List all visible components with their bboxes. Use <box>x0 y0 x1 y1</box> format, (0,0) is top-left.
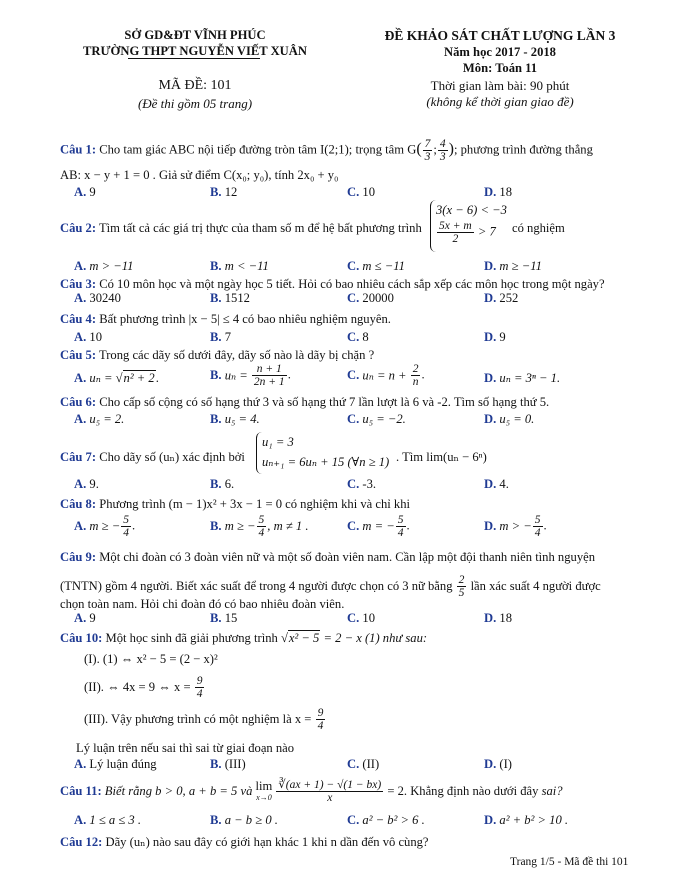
question-7: Câu 7: Cho dãy số (uₙ) xác định bởi <box>60 450 245 464</box>
school-department: SỞ GD&ĐT VĨNH PHÚC <box>124 28 266 42</box>
school-name: TRƯỜNG THPT NGUYỄN VIẾT XUÂN <box>83 44 307 58</box>
duration: Thời gian làm bài: 90 phút <box>430 78 570 93</box>
recurrence-system: u₁ = 3 uₙ₊₁ = 6uₙ + 15 (∀n ≥ 1) <box>256 432 389 474</box>
option-d[interactable]: D. 9 <box>484 330 506 344</box>
option-d[interactable]: D. u₅ = 0. <box>484 412 535 426</box>
question-9: Câu 9: Một chi đoàn có 3 đoàn viên nữ và một số đoàn viên nam. Cần lập một đội thanh niên tình nguyện <box>60 550 596 564</box>
exam-title: ĐỀ KHẢO SÁT CHẤT LƯỢNG LẦN 3 <box>384 28 616 43</box>
question-6: Câu 6: Cho cấp số cộng có số hạng thứ 3 và số hạng thứ 7 lần lượt là 6 và -2. Tìm số hạng thứ 5. <box>60 395 550 409</box>
option-c[interactable]: C. uₙ = n + $\frac{2}{n}$ . <box>347 363 425 388</box>
question-8: Câu 8: Phương trình (m − 1)x² + 3x − 1 = 0 có nghiệm khi và chỉ khi <box>60 497 411 511</box>
option-a[interactable]: A. uₙ = √n² + 2. <box>74 371 159 385</box>
duration-note: (không kể thời gian giao đề) <box>426 94 574 109</box>
option-b[interactable]: B. 12 <box>210 185 238 199</box>
option-b[interactable]: B. 1512 <box>210 291 250 305</box>
option-a[interactable]: A. u₅ = 2. <box>74 412 125 426</box>
option-a[interactable]: A. Lý luận đúng <box>74 757 157 771</box>
option-d[interactable]: D. (I) <box>484 757 512 771</box>
option-a[interactable]: A. 9 <box>74 611 96 625</box>
option-b[interactable]: B. 15 <box>210 611 238 625</box>
option-a[interactable]: A. m ≥ − $\frac{5}{4}$ . <box>74 514 136 539</box>
question-9-line3: chọn toàn nam. Hỏi chi đoàn đó có bao nhiêu đoàn viên. <box>60 597 345 611</box>
option-c[interactable]: C. 8 <box>347 330 369 344</box>
option-c[interactable]: C. m = − $\frac{5}{4}$ . <box>347 514 410 539</box>
solution-step-2: (II). ⇔ 4x = 9 ⇔ x = $\frac{9}{4}$ <box>84 675 203 700</box>
question-1: Câu 1: Cho tam giác ABC nội tiếp đường tròn tâm I(2;1); trọng tâm G( $\frac{7}{3}$ ; $\frac{4}{3}$ ); phương trình đường thẳng <box>60 138 593 163</box>
option-c[interactable]: C. u₅ = −2. <box>347 412 406 426</box>
question-10: Câu 10: Một học sinh đã giải phương trình √x² − 5 = 2 − x (1) như sau: <box>60 631 428 645</box>
option-b[interactable]: B. m ≥ − $\frac{5}{4}$ , m ≠ 1 . <box>210 514 309 539</box>
question-2-tail: có nghiệm <box>512 221 565 235</box>
header-divider <box>128 58 260 59</box>
question-9-line2: (TNTN) gồm 4 người. Biết xác suất để trong 4 người được chọn có 3 nữ bằng $\frac{2}{5}$ lần xác suất 4 người được <box>60 574 601 599</box>
option-d[interactable]: D. m > − $\frac{5}{4}$ . <box>484 514 547 539</box>
option-a[interactable]: A. 30240 <box>74 291 121 305</box>
option-a[interactable]: A. 9 <box>74 185 96 199</box>
option-d[interactable]: D. 252 <box>484 291 519 305</box>
option-c[interactable]: C. 10 <box>347 185 375 199</box>
exam-code: MÃ ĐỀ: 101 <box>158 78 232 93</box>
option-b[interactable]: B. uₙ = $\frac{n + 1}{2n + 1}$ . <box>210 363 291 388</box>
option-d[interactable]: D. uₙ = 3ⁿ − 1. <box>484 371 561 385</box>
page-footer: Trang 1/5 - Mã đề thi 101 <box>510 856 629 868</box>
question-1-line2: AB: x − y + 1 = 0 . Giả sử điểm C(x₀; y₀), tính 2x₀ + y₀ <box>60 168 339 182</box>
school-year: Năm học 2017 - 2018 <box>444 45 556 59</box>
question-3: Câu 3: Có 10 môn học và một ngày học 5 tiết. Hỏi có bao nhiêu cách sắp xếp các môn học trong một ngày? <box>60 277 605 291</box>
option-c[interactable]: C. (II) <box>347 757 380 771</box>
solution-step-3: (III). Vậy phương trình có một nghiệm là x = $\frac{9}{4}$ <box>84 707 324 732</box>
option-d[interactable]: D. 4. <box>484 477 509 491</box>
option-d[interactable]: D. 18 <box>484 611 512 625</box>
question-5: Câu 5: Trong các dãy số dưới đây, dãy số nào là dãy bị chặn ? <box>60 348 375 362</box>
option-c[interactable]: C. m ≤ −11 <box>347 259 405 273</box>
option-d[interactable]: D. m ≥ −11 <box>484 259 542 273</box>
subject: Môn: Toán 11 <box>462 61 538 75</box>
option-c[interactable]: C. 20000 <box>347 291 394 305</box>
option-a[interactable]: A. m > −11 <box>74 259 134 273</box>
option-b[interactable]: B. u₅ = 4. <box>210 412 260 426</box>
option-a[interactable]: A. 1 ≤ a ≤ 3 . <box>74 813 142 827</box>
option-c[interactable]: C. 10 <box>347 611 375 625</box>
solution-step-1: (I). (1) ⇔ x² − 5 = (2 − x)² <box>84 652 218 666</box>
question-12: Câu 12: Dãy (uₙ) nào sau đây có giới hạn khác 1 khi n dần đến vô cùng? <box>60 835 429 849</box>
question-text: Cho tam giác ABC nội tiếp đường tròn tâm I(2;1); trọng tâm G <box>99 142 417 157</box>
option-a[interactable]: A. 10 <box>74 330 102 344</box>
page-count-note: (Đề thi gồm 05 trang) <box>137 96 253 111</box>
option-d[interactable]: D. a² + b² > 10 . <box>484 813 569 827</box>
option-a[interactable]: A. 9. <box>74 477 99 491</box>
question-11: Câu 11: Biết rằng b > 0, a + b = 5 và lim x→0 $\frac{∛(ax + 1) - √(1 - bx)}{x}$ = 2. Khẳng định nào dưới đây sai? <box>60 778 563 804</box>
option-d[interactable]: D. 18 <box>484 185 512 199</box>
question-7-tail: . Tìm lim(uₙ − 6ⁿ) <box>396 450 487 464</box>
question-10-prompt: Lý luận trên nếu sai thì sai từ giai đoạn nào <box>76 741 295 755</box>
option-b[interactable]: B. 7 <box>210 330 232 344</box>
option-b[interactable]: B. 6. <box>210 477 235 491</box>
inequality-system: 3(x − 6) < −3 $\frac{5x + m}{2}$ > 7 <box>430 200 507 252</box>
question-2: Câu 2: Tìm tất cả các giá trị thực của tham số m để hệ bất phương trình <box>60 221 422 235</box>
option-b[interactable]: B. m < −11 <box>210 259 269 273</box>
question-label: Câu 1: <box>60 142 97 157</box>
option-c[interactable]: C. -3. <box>347 477 377 491</box>
question-4: Câu 4: Bất phương trình |x − 5| ≤ 4 có bao nhiêu nghiệm nguyên. <box>60 312 391 326</box>
option-b[interactable]: B. a − b ≥ 0 . <box>210 813 278 827</box>
option-c[interactable]: C. a² − b² > 6 . <box>347 813 425 827</box>
option-b[interactable]: B. (III) <box>210 757 246 771</box>
